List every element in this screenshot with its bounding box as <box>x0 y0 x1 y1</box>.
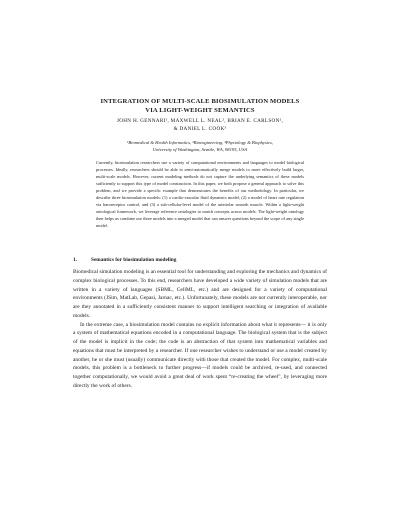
author-list <box>60 117 340 133</box>
body-paragraph: In the extreme case, a biosimulation model contains no explicit information about what it represents— it is only a system of mathematical equations encoded in a computational language. The biological system that is the subject of the model is implicit in the code; the code is an abstraction of that system into mathematical variables and equations that must be interpreted by a researcher. If one researcher wishes to understand or use a model created by another, he or she must (usually) communicate directly with those that created the model. For complex, multi-scale models, this problem is a bottleneck to further progress—if models could be archived, re-used, and connected together computationally, we would avoid a great deal of work spent “re-creating the wheel”, by leveraging more directly the work of others. <box>73 321 327 389</box>
abstract <box>96 159 304 229</box>
paper-title <box>60 97 340 115</box>
author-line: JOHN H. GENNARI¹, MAXWELL L. NEAL², BRIAN E. CARLSON², <box>116 118 284 124</box>
section-title: Semantics for biosimulation modeling <box>91 257 177 263</box>
affiliation-line: ¹Biomedical & Health Informatics, ²Bioengineering, ³Physiology & Biophysics, <box>126 140 273 145</box>
title-line: INTEGRATION OF MULTI-SCALE BIOSIMULATION MODELS <box>100 98 300 105</box>
section-body <box>73 268 327 391</box>
affiliations <box>60 139 340 153</box>
affiliation-line: University of Washington, Seattle, WA, 98195, USA <box>152 147 248 152</box>
body-paragraph: Biomedical simulation modeling is an essential tool for understanding and exploring the mechanics and dynamics of complex biological processes. To this end, researchers have developed a wide variety of simulation models that are written in a variety of languages (SBML, CellML, etc.) and are designed for a variety of computational environments (JSim, MatLab, Gepasi, Jarnac, etc.). Unfortunately, these models are not currently interoperable, nor are they annotated in a sufficiently consistent manner to support intelligent searching or integration of available models. <box>73 269 327 319</box>
section-heading <box>73 257 176 263</box>
author-line: & DANIEL L. COOK³ <box>173 126 227 132</box>
title-line: VIA LIGHT-WEIGHT SEMANTICS <box>145 107 255 114</box>
section-number: 1. <box>73 257 77 263</box>
abstract-text: Currently, biosimulation researchers use a variety of computational environments and languages to model biological processes. Ideally, researchers should be able to semi-automatically merge models to more effectively build larger, multi-scale models. However, current modeling methods do not capture the underlying semantics of these models sufficiently to support this type of model construction. In this paper, we both propose a general approach to solve this problem, and we provide a specific example that demonstrates the benefits of our methodology. In particular, we describe three biosimulation models: (1) a cardio-vascular fluid dynamics model, (2) a model of heart rate regulation via baroreceptor control, and (3) a sub-cellular-level model of the arteriolar smooth muscle. Within a light-weight ontological framework, we leverage reference ontologies to match concepts across models. The light-weight ontology then helps us combine our three models into a merged model that can answer questions beyond the scope of any single model. <box>96 160 304 229</box>
